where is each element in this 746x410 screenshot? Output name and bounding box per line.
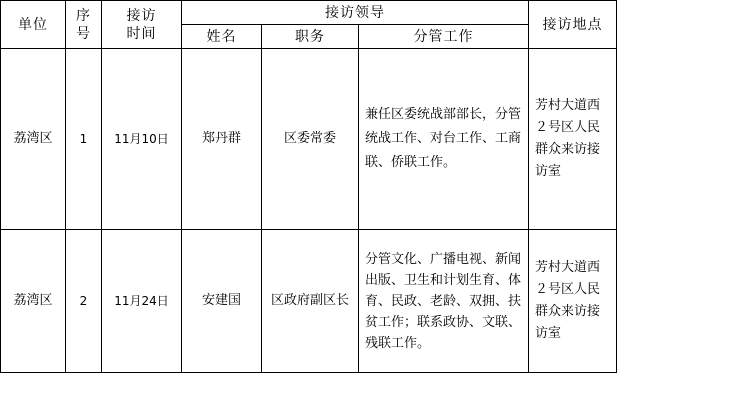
row1-name [182,49,261,229]
row1-location-text: 芳村大道西２号区人民群众来访接访室 [535,98,601,179]
row1-position-text: 区委常委 [283,131,336,146]
row1-location [529,49,616,229]
row2-unit [1,230,65,372]
header-name-text: 姓名 [206,28,237,45]
header-time-line1: 接访 [126,7,157,24]
header-leader-text: 接访领导 [325,4,385,21]
row1-time-text: 11月10日 [114,132,169,146]
header-duties [359,25,528,48]
header-leader [182,1,528,24]
row2-duties [359,230,528,372]
header-location [529,1,616,48]
row2-position [262,230,358,372]
row2-location-text: 芳村大道西２号区人民群众来访接访室 [535,260,601,341]
row1-seq-text: 1 [79,132,88,146]
row1-unit [1,49,65,229]
table-border-right [616,0,617,373]
header-seq-line1: 序 [76,7,91,24]
header-duties-text: 分管工作 [413,28,474,45]
header-unit-text: 单位 [18,16,48,33]
row2-seq-text: 2 [79,294,88,308]
row1-time [102,49,181,229]
row1-name-text: 郑丹群 [201,131,241,146]
header-position [262,25,358,48]
row2-location [529,230,616,372]
header-position-text: 职务 [295,28,325,45]
row2-time [102,230,181,372]
header-name [182,25,261,48]
row2-name [182,230,261,372]
row2-duties-text: 分管文化、广播电视、新闻出版、卫生和计划生育、体育、民政、老龄、双拥、扶贫工作；联系政协、文联、残联工作。 [365,251,522,351]
header-unit [1,1,65,48]
header-seq-line2: 号 [76,25,91,42]
row1-duties [359,49,528,229]
row2-position-text: 区政府副区长 [270,293,349,308]
row2-unit-text: 荔湾区 [13,293,53,308]
row1-unit-text: 荔湾区 [13,131,53,146]
table-border-bottom [0,372,617,373]
header-seq [66,1,101,48]
row1-seq [66,49,101,229]
row1-position [262,49,358,229]
header-time [102,1,181,48]
row2-seq [66,230,101,372]
row1-duties-text: 兼任区委统战部部长，分管统战工作、对台工作、工商联、侨联工作。 [365,107,522,170]
header-location-text: 接访地点 [542,16,603,33]
row2-time-text: 11月24日 [114,294,169,308]
row2-name-text: 安建国 [201,293,241,308]
header-time-line2: 时间 [126,25,157,42]
